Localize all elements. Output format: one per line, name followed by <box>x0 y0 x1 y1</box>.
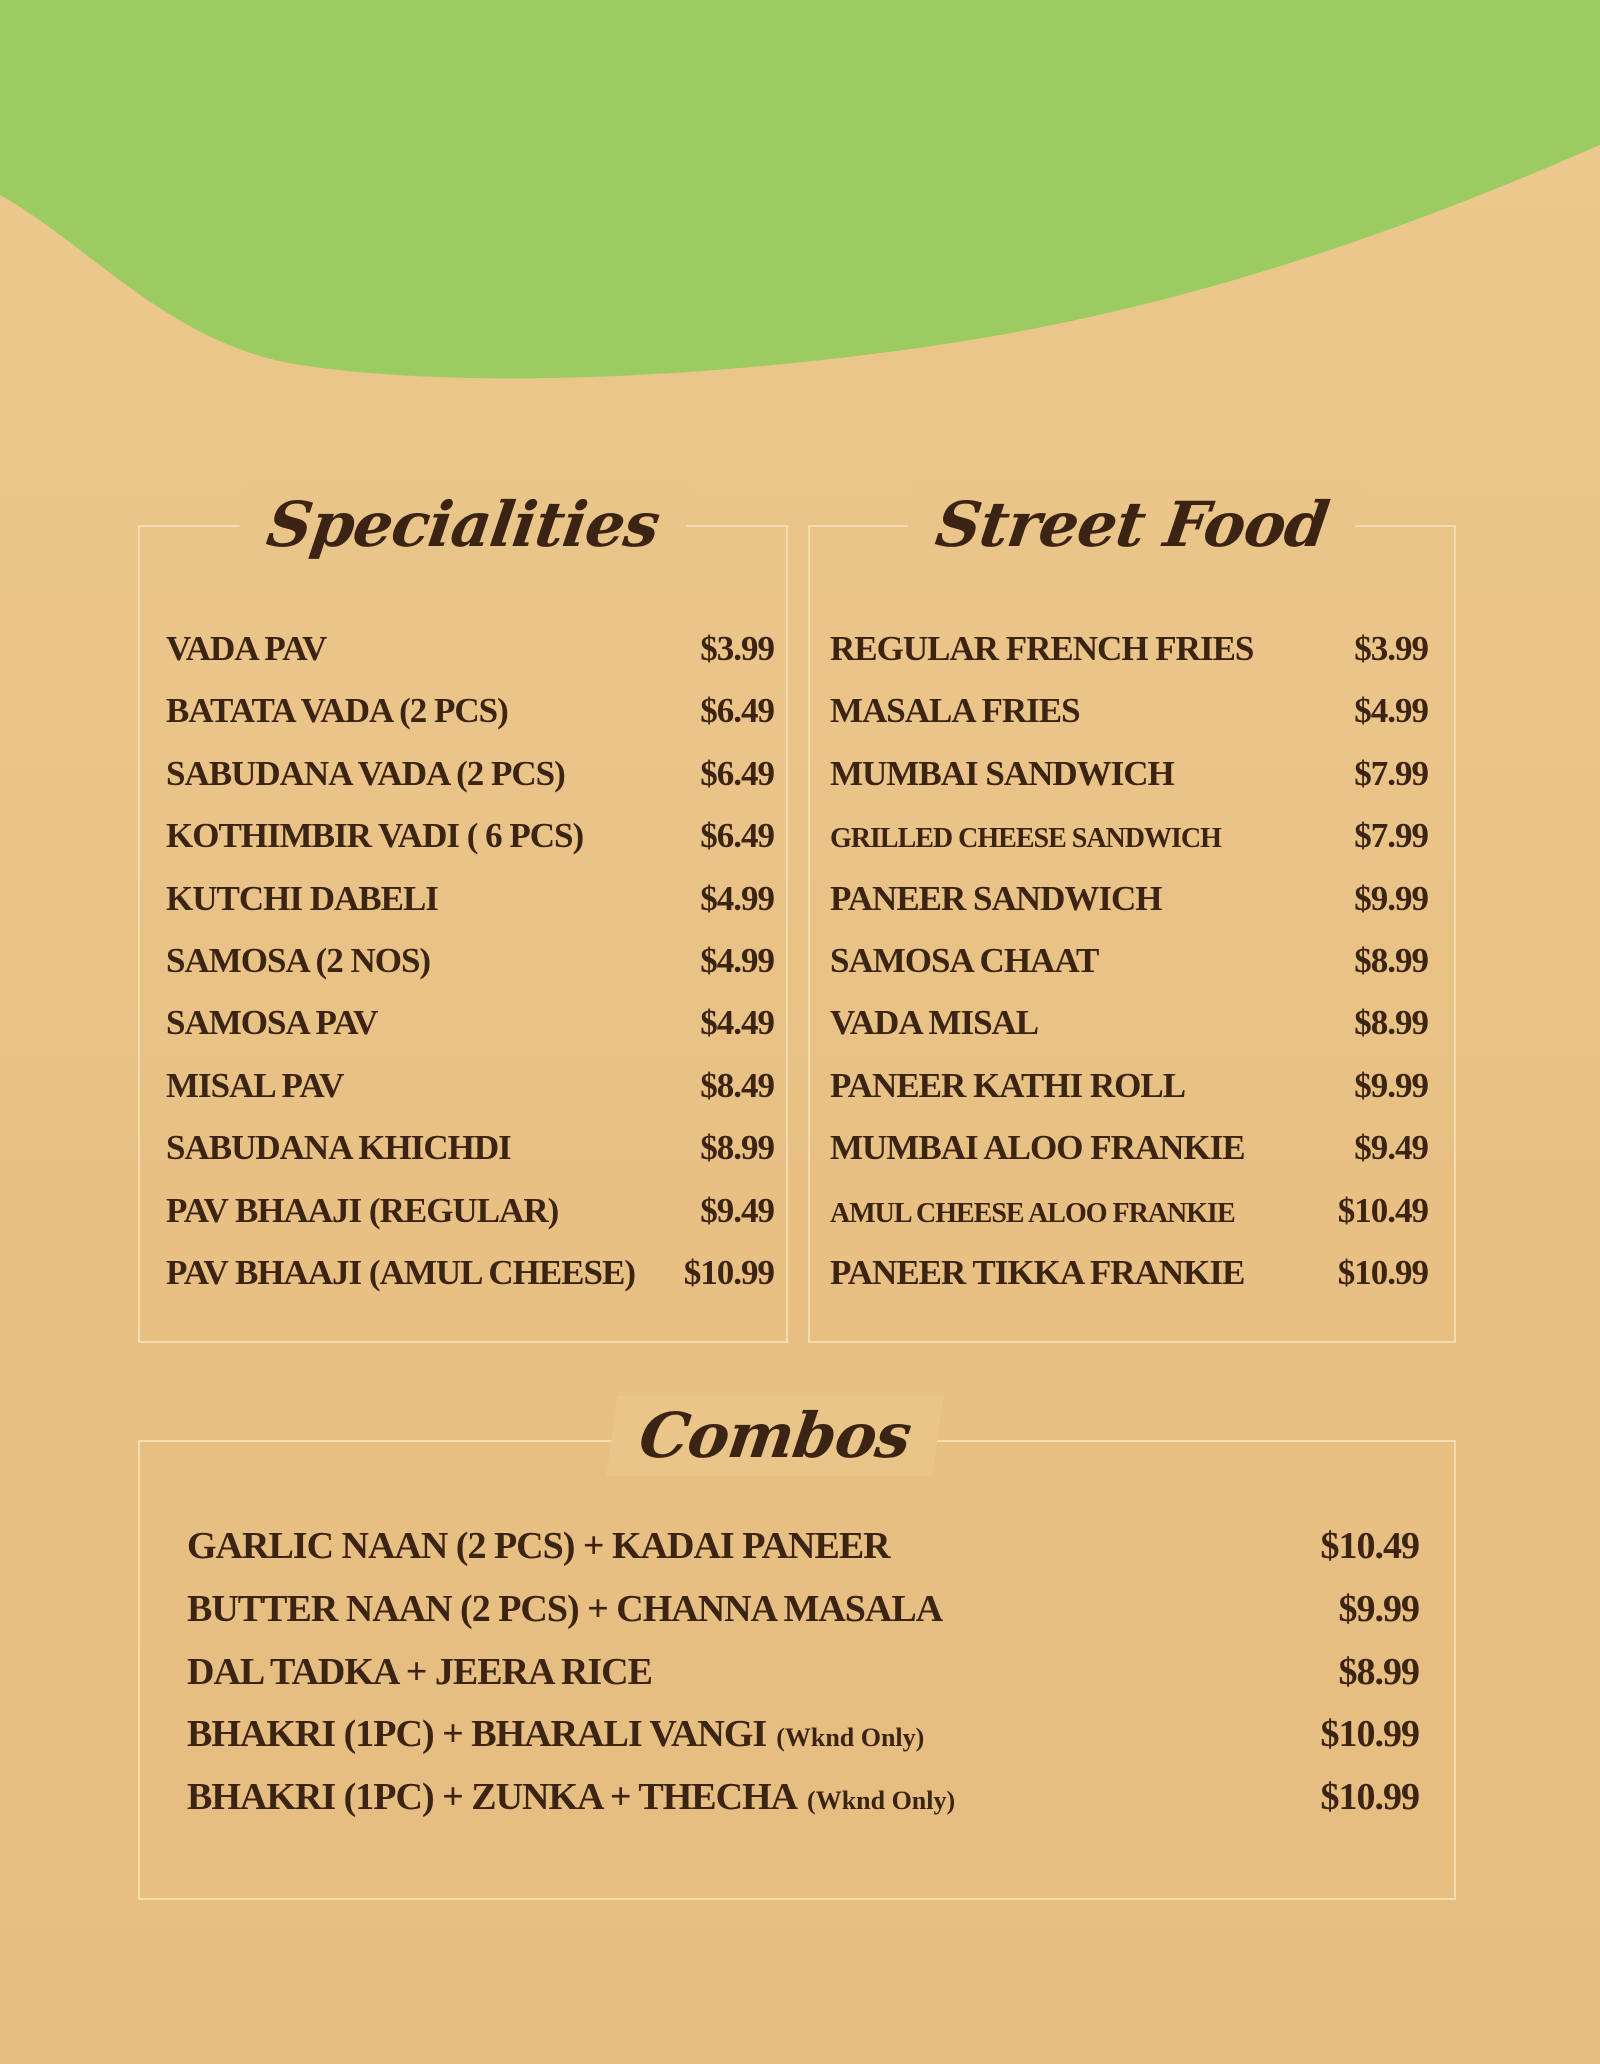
menu-item-price: $8.99 <box>700 1128 774 1168</box>
menu-item-name: PAV BHAAJI (AMUL CHEESE) <box>166 1252 635 1292</box>
menu-item-name: BHAKRI (1PC) + ZUNKA + THECHA (Wknd Only) <box>187 1776 956 1819</box>
menu-item-row <box>830 1117 1428 1179</box>
menu-item-row <box>187 1641 1419 1704</box>
menu-item-row <box>830 805 1428 867</box>
menu-item-row <box>166 868 774 930</box>
menu-item-price: $6.49 <box>700 691 774 731</box>
menu-item-name: BATATA VADA (2 PCS) <box>166 691 508 731</box>
menu-item-price: $6.49 <box>700 753 774 793</box>
menu-item-row <box>166 930 774 992</box>
specialities-list <box>166 618 774 1304</box>
menu-item-row <box>187 1578 1419 1641</box>
combos-list <box>187 1515 1419 1829</box>
menu-item-price: $10.99 <box>1337 1252 1428 1292</box>
menu-item-row <box>166 1242 774 1304</box>
menu-item-price: $4.99 <box>1354 691 1428 731</box>
menu-item-price: $10.49 <box>1337 1190 1428 1230</box>
street-food-list <box>830 618 1428 1304</box>
menu-item-price: $8.99 <box>1338 1650 1419 1693</box>
green-wave-decoration <box>0 0 1600 420</box>
menu-item-price: $6.49 <box>700 816 774 856</box>
menu-item-name: MUMBAI SANDWICH <box>830 753 1174 793</box>
menu-item-price: $10.49 <box>1320 1525 1419 1567</box>
menu-item-price: $3.99 <box>700 629 774 668</box>
menu-item-row <box>830 1242 1428 1304</box>
menu-item-row <box>166 1180 774 1242</box>
menu-item-row <box>187 1703 1419 1766</box>
menu-item-price: $7.99 <box>1354 816 1428 856</box>
menu-item-row <box>830 992 1428 1054</box>
menu-item-row <box>830 743 1428 805</box>
specialities-heading: Specialities <box>234 485 692 565</box>
menu-item-price: $4.99 <box>700 878 774 918</box>
menu-item-price: $10.99 <box>1320 1776 1419 1819</box>
menu-item-name: BUTTER NAAN (2 PCS) + CHANNA MASALA <box>187 1587 943 1630</box>
menu-item-name: GRILLED CHEESE SANDWICH <box>830 823 1221 855</box>
menu-item-price: $8.99 <box>1354 1003 1428 1043</box>
menu-item-row <box>166 680 774 742</box>
menu-item-name: SAMOSA CHAAT <box>830 940 1099 980</box>
menu-item-row <box>166 1055 774 1117</box>
menu-item-row <box>166 1117 774 1179</box>
menu-item-name: MASALA FRIES <box>830 691 1080 731</box>
menu-item-row <box>166 743 774 805</box>
menu-item-price: $8.99 <box>1354 940 1428 980</box>
menu-item-name: BHAKRI (1PC) + BHARALI VANGI (Wknd Only) <box>187 1713 925 1756</box>
menu-item-price: $9.99 <box>1354 878 1428 918</box>
menu-item-row <box>830 930 1428 992</box>
menu-item-note: (Wknd Only) <box>776 1723 925 1753</box>
menu-item-name: MUMBAI ALOO FRANKIE <box>830 1128 1245 1168</box>
menu-item-name: SABUDANA VADA (2 PCS) <box>166 753 565 793</box>
menu-item-name: SAMOSA PAV <box>166 1003 378 1043</box>
menu-item-price: $9.49 <box>700 1190 774 1230</box>
menu-item-name: PANEER KATHI ROLL <box>830 1065 1186 1105</box>
menu-item-note: (Wknd Only) <box>807 1786 956 1816</box>
menu-item-name: PANEER SANDWICH <box>830 878 1162 918</box>
menu-item-row <box>187 1515 1419 1578</box>
menu-item-price: $8.49 <box>700 1065 774 1105</box>
menu-item-name: SAMOSA (2 NOS) <box>166 940 431 980</box>
menu-item-name: PANEER TIKKA FRANKIE <box>830 1252 1245 1292</box>
menu-item-price: $9.49 <box>1354 1128 1428 1168</box>
menu-item-price: $7.99 <box>1354 753 1428 793</box>
menu-item-row <box>830 868 1428 930</box>
menu-item-price: $10.99 <box>1320 1713 1419 1756</box>
menu-item-name: VADA MISAL <box>830 1003 1039 1043</box>
menu-item-row <box>830 618 1428 680</box>
menu-item-row <box>166 805 774 867</box>
menu-item-row <box>830 1055 1428 1117</box>
menu-item-row <box>187 1766 1419 1829</box>
menu-item-name: REGULAR FRENCH FRIES <box>830 629 1254 668</box>
menu-item-name: AMUL CHEESE ALOO FRANKIE <box>830 1197 1235 1229</box>
menu-item-price: $10.99 <box>683 1252 774 1292</box>
menu-item-price: $9.99 <box>1338 1587 1419 1630</box>
menu-item-name: VADA PAV <box>166 629 327 668</box>
menu-item-name: GARLIC NAAN (2 PCS) + KADAI PANEER <box>187 1525 890 1567</box>
menu-item-row <box>166 618 774 680</box>
menu-item-name: KUTCHI DABELI <box>166 878 438 918</box>
menu-item-price: $4.49 <box>700 1003 774 1043</box>
menu-item-name: PAV BHAAJI (REGULAR) <box>166 1190 559 1230</box>
menu-item-name: DAL TADKA + JEERA RICE <box>187 1650 652 1693</box>
menu-item-name: MISAL PAV <box>166 1065 344 1105</box>
menu-item-row <box>830 1180 1428 1242</box>
menu-item-price: $3.99 <box>1354 629 1428 668</box>
menu-item-name: SABUDANA KHICHDI <box>166 1128 511 1168</box>
combos-heading: Combos <box>606 1396 943 1476</box>
menu-item-price: $4.99 <box>700 940 774 980</box>
street-food-heading: Street Food <box>903 485 1361 565</box>
menu-item-row <box>166 992 774 1054</box>
menu-item-price: $9.99 <box>1354 1065 1428 1105</box>
menu-item-row <box>830 680 1428 742</box>
menu-item-name: KOTHIMBIR VADI ( 6 PCS) <box>166 816 584 856</box>
